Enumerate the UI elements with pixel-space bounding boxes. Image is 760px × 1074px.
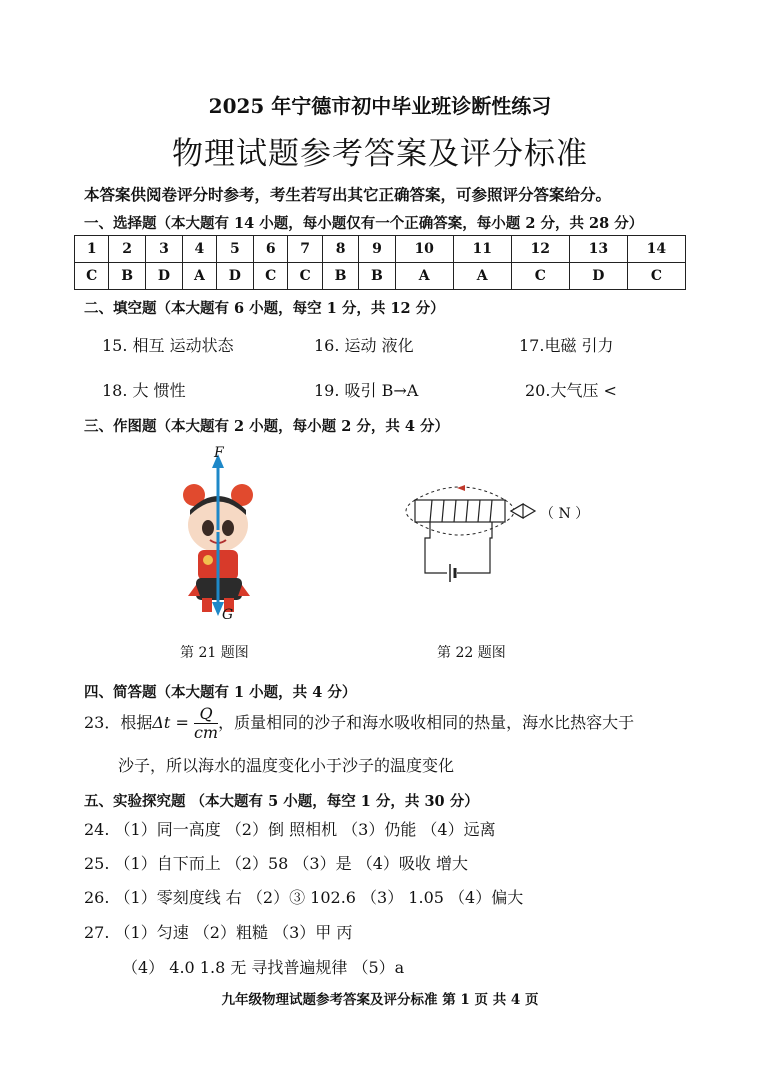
question-number-cell: 8 [322,236,358,263]
answer-q27-line1: 27. （1）匀速 （2）粗糙 （3）甲 丙 [84,923,353,942]
answer-q20: 20.大气压 < [525,381,617,400]
answer-cell: D [145,263,182,290]
grading-note: 本答案供阅卷评分时参考，考生若写出其它正确答案，可参照评分答案给分。 [84,185,612,204]
question-number-cell: 9 [359,236,395,263]
answer-q15: 15. 相互 运动状态 [102,336,234,355]
question-number-cell: 12 [511,236,569,263]
answer-q17: 17.电磁 引力 [519,336,614,355]
answer-cell: A [395,263,453,290]
question-number-cell: 3 [145,236,182,263]
question-number-cell: 14 [627,236,685,263]
answer-cell: C [253,263,287,290]
question-number-cell: 4 [183,236,217,263]
multiple-choice-answer-table [74,235,686,290]
question-number-cell: 6 [253,236,287,263]
q23-line1-text: ，质量相同的沙子和海水吸收相同的热量，海水比热容大于 [218,713,635,732]
gravity-g-label: G [222,607,234,623]
section3-heading: 三、作图题（本大题有 2 小题，每小题 2 分，共 4 分） [84,418,450,435]
q23-formula-numerator: Q [194,705,218,724]
figure-22-solenoid-circuit [395,478,555,583]
answer-cell: C [75,263,109,290]
question-number-row [75,236,686,263]
answer-q18: 18. 大 惯性 [102,381,186,400]
section4-heading: 四、简答题（本大题有 1 小题，共 4 分） [84,684,357,701]
question-number-cell: 2 [109,236,145,263]
force-f-label: F [214,445,224,461]
answer-cell: B [109,263,145,290]
q23-prefix: 23．根据 [84,713,153,732]
figure-21-force-diagram [160,440,280,630]
document-title-line1: 2025 年宁德市初中毕业班诊断性练习 [208,94,552,118]
answer-cell: D [216,263,253,290]
q23-formula-fraction [194,705,218,741]
figure-22-caption: 第 22 题图 [437,645,506,661]
section5-heading: 五、实验探究题 （本大题有 5 小题，每空 1 分，共 30 分） [84,793,479,810]
section2-heading: 二、填空题（本大题有 6 小题，每空 1 分，共 12 分） [84,300,445,317]
answer-q26: 26. （1）零刻度线 右 （2）③ 102.6 （3） 1.05 （4）偏大 [84,888,524,907]
q23-formula-left: Δt = [152,713,189,732]
answer-cell: C [288,263,322,290]
answer-q25: 25. （1）自下而上 （2）58 （3）是 （4）吸收 增大 [84,854,468,873]
answer-q24: 24. （1）同一高度 （2）倒 照相机 （3）仍能 （4）远离 [84,820,496,839]
question-number-cell: 11 [453,236,511,263]
answer-cell: D [569,263,627,290]
answer-cell: A [183,263,217,290]
figure-21-caption: 第 21 题图 [180,645,249,661]
q23-formula-denominator: cm [193,723,219,742]
solenoid-coil-windings [430,500,492,522]
answer-cell: B [322,263,358,290]
question-number-cell: 13 [569,236,627,263]
compass-pole-answer: （ N ） [540,506,590,522]
answer-row [75,263,686,290]
circuit-wire-right [457,522,492,573]
answer-cell: B [359,263,395,290]
answer-cell: C [627,263,685,290]
question-number-cell: 1 [75,236,109,263]
answer-q23-line1 [84,705,634,742]
answer-q27-line2: （4） 4.0 1.8 无 寻找普遍规律 （5）a [122,958,405,977]
section1-heading: 一、选择题（本大题有 14 小题，每小题仅有一个正确答案，每小题 2 分，共 28 分） [84,215,644,232]
answer-cell: A [453,263,511,290]
circuit-wire-left [425,522,447,573]
answer-q19: 19. 吸引 B→A [314,381,419,400]
answer-cell: C [511,263,569,290]
answer-q23-line2: 沙子，所以海水的温度变化小于沙子的温度变化 [118,756,455,775]
page-footer: 九年级物理试题参考答案及评分标准 第 1 页 共 4 页 [221,992,539,1008]
field-line-left [406,500,415,522]
question-number-cell: 10 [395,236,453,263]
field-direction-arrow-icon [457,485,465,491]
question-number-cell: 5 [216,236,253,263]
document-title-line2: 物理试题参考答案及评分标准 [172,136,588,172]
question-number-cell: 7 [288,236,322,263]
answer-q16: 16. 运动 液化 [314,336,414,355]
